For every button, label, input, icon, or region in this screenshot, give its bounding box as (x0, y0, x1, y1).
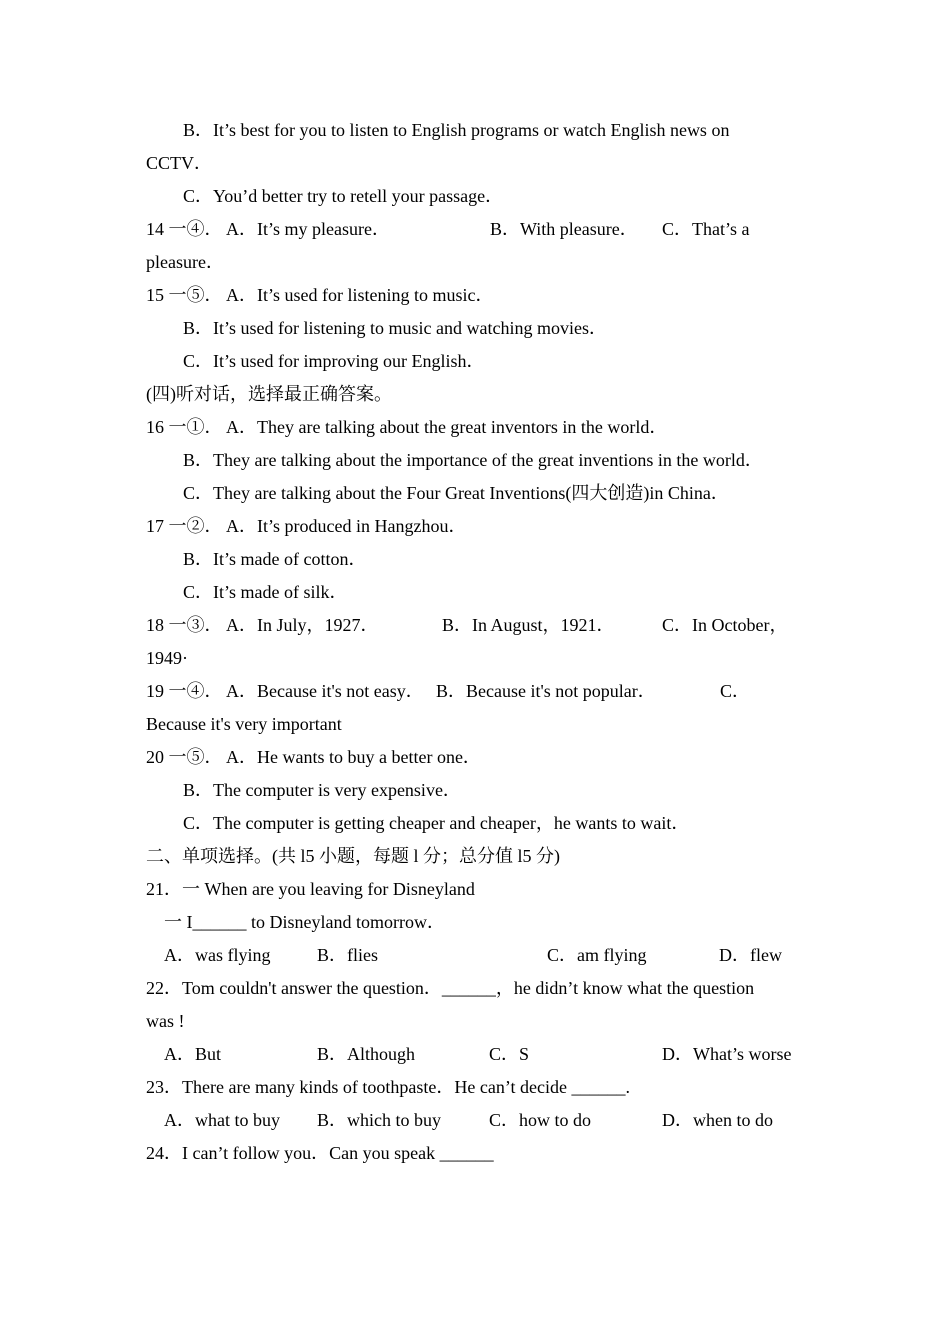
q16-option-b: B．They are talking about the importance of the great inventions in the world． (183, 450, 763, 470)
q18-number: 18 一③． (146, 615, 223, 635)
q23-stem: 23．There are many kinds of toothpaste．He can’t decide ______. (146, 1077, 631, 1097)
q22-option-d: D．What’s worse (662, 1044, 792, 1064)
q19-option-c-continued: Because it's very important (146, 714, 342, 734)
q22-stem: 22．Tom couldn't answer the question．______，he didn’t know what the question (146, 978, 755, 998)
q15-option-a: A．It’s used for listening to music． (226, 285, 494, 305)
q18-option-c-continued: 1949· (146, 648, 188, 668)
q14-option-c-continued: pleasure． (146, 252, 224, 272)
q23-option-a: A．what to buy (164, 1110, 280, 1130)
q23-option-d: D．when to do (662, 1110, 773, 1130)
q14-option-c: C．That’s a (662, 219, 750, 239)
q22-option-a: A．But (164, 1044, 222, 1064)
q13-option-b: B．It’s best for you to listen to English programs or watch English news on (183, 120, 730, 140)
q22-option-b: B．Although (317, 1044, 416, 1064)
q15-number: 15 一⑤． (146, 285, 223, 305)
q14-option-a: A．It’s my pleasure． (226, 219, 390, 239)
q21-stem: 21．一 When are you leaving for Disneyland (146, 879, 475, 899)
part-2-heading: 二、单项选择。(共 l5 小题，每题 l 分；总分值 l5 分) (146, 846, 560, 866)
q20-option-b: B．The computer is very expensive． (183, 780, 461, 800)
q19-option-c: C． (720, 681, 751, 701)
q16-option-a: A．They are talking about the great inventors in the world． (226, 417, 668, 437)
q15-option-c: C．It’s used for improving our English． (183, 351, 485, 371)
q13-option-b-continued: CCTV． (146, 153, 213, 173)
q17-option-b: B．It’s made of cotton． (183, 549, 367, 569)
section-4-heading: (四)听对话，选择最正确答案。 (146, 384, 392, 404)
q20-option-c: C．The computer is getting cheaper and cheaper，he wants to wait． (183, 813, 690, 833)
q18-option-c: C．In October， (662, 615, 788, 635)
q19-option-b: B．Because it's not popular． (436, 681, 656, 701)
q18-option-a: A．In July，1927． (226, 615, 379, 635)
q21-stem-reply: 一 I______ to Disneyland tomorrow． (164, 912, 445, 932)
q22-option-c: C．S (489, 1044, 530, 1064)
q23-option-c: C．how to do (489, 1110, 592, 1130)
q15-option-b: B．It’s used for listening to music and watching movies． (183, 318, 607, 338)
q14-number: 14 一④． (146, 219, 223, 239)
q21-option-c: C．am flying (547, 945, 647, 965)
q21-option-d: D．flew (719, 945, 782, 965)
q13-option-c: C．You’d better try to retell your passage． (183, 186, 504, 206)
q21-option-b: B．flies (317, 945, 378, 965)
q20-option-a: A．He wants to buy a better one． (226, 747, 481, 767)
q22-stem-continued: was ! (146, 1011, 185, 1031)
q24-stem: 24．I can’t follow you．Can you speak ______ (146, 1143, 494, 1163)
q17-option-a: A．It’s produced in Hangzhou． (226, 516, 467, 536)
q16-number: 16 一①． (146, 417, 223, 437)
q23-option-b: B．which to buy (317, 1110, 441, 1130)
q19-option-a: A．Because it's not easy． (226, 681, 424, 701)
q21-option-a: A．was flying (164, 945, 271, 965)
q14-option-b: B．With pleasure． (490, 219, 638, 239)
q17-option-c: C．It’s made of silk． (183, 582, 348, 602)
q19-number: 19 一④． (146, 681, 223, 701)
q20-number: 20 一⑤． (146, 747, 223, 767)
q17-number: 17 一②． (146, 516, 223, 536)
q18-option-b: B．In August，1921． (442, 615, 615, 635)
q16-option-c: C．They are talking about the Four Great Inventions(四大创造)in China． (183, 483, 729, 503)
